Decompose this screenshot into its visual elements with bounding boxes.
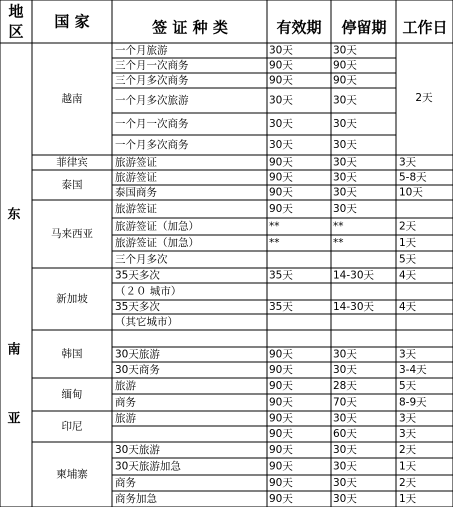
stay-cell: 28天 bbox=[333, 380, 357, 392]
validity-cell: 90天 bbox=[269, 156, 293, 169]
visa-type-cell: 商务加急 bbox=[115, 493, 157, 505]
validity-cell: 90天 bbox=[269, 460, 293, 473]
stay-cell: 30天 bbox=[333, 186, 357, 199]
workdays-cell: 5天 bbox=[399, 253, 417, 266]
country-name: 印尼 bbox=[61, 420, 83, 433]
validity-cell: 30天 bbox=[269, 139, 293, 151]
country-name: 菲律宾 bbox=[56, 156, 88, 169]
country-name: 柬埔寨 bbox=[56, 468, 88, 481]
table-texts bbox=[7, 3, 447, 506]
validity-cell: 90天 bbox=[269, 59, 293, 72]
country-name: 越南 bbox=[61, 93, 83, 105]
workdays-cell: 3天 bbox=[399, 348, 417, 361]
country-name: 韩国 bbox=[61, 348, 83, 360]
workdays-cell: 2天 bbox=[399, 444, 417, 456]
header-region-top: 地 bbox=[8, 2, 24, 21]
stay-cell: 30天 bbox=[333, 412, 357, 425]
workdays-cell: 1天 bbox=[399, 493, 417, 505]
stay-cell: 30天 bbox=[333, 156, 357, 169]
country-name: 泰国 bbox=[61, 179, 83, 191]
visa-type-cell: 30天旅游 bbox=[115, 348, 160, 361]
workdays-cell: 1天 bbox=[399, 460, 417, 473]
region-char: 亚 bbox=[7, 411, 21, 427]
header-workdays: 工作日 bbox=[402, 18, 448, 37]
visa-type-cell: 旅游 bbox=[115, 380, 136, 392]
validity-cell: 90天 bbox=[269, 444, 293, 456]
validity-cell: 30天 bbox=[269, 118, 293, 130]
validity-cell: 90天 bbox=[269, 186, 293, 199]
stay-cell: 14-30天 bbox=[333, 301, 375, 313]
validity-cell: 90天 bbox=[269, 380, 293, 392]
stay-cell: 30天 bbox=[333, 139, 357, 151]
workdays-cell: 4天 bbox=[399, 301, 417, 313]
visa-type-cell: 旅游签证 bbox=[115, 203, 157, 215]
stay-cell: 30天 bbox=[333, 203, 357, 215]
validity-cell: 30天 bbox=[269, 44, 293, 57]
workdays-cell: 10天 bbox=[399, 186, 423, 199]
visa-type-cell: 三个月多次 bbox=[115, 253, 168, 266]
visa-type-cell: （其它城市） bbox=[115, 316, 178, 328]
workdays-cell: 2天 bbox=[399, 220, 417, 233]
region-char: 南 bbox=[7, 342, 21, 358]
workdays-cell: 1天 bbox=[399, 237, 417, 249]
stay-cell: 30天 bbox=[333, 444, 357, 456]
validity-cell: 90天 bbox=[269, 477, 293, 489]
stay-cell: 30天 bbox=[333, 44, 357, 57]
validity-cell: ** bbox=[269, 220, 280, 233]
validity-cell: 90天 bbox=[269, 348, 293, 361]
visa-type-cell: 旅游签证（加急） bbox=[115, 237, 199, 249]
visa-type-cell: 商务 bbox=[115, 477, 136, 489]
validity-cell: ** bbox=[269, 237, 280, 249]
visa-type-cell: 35天多次 bbox=[115, 301, 160, 313]
visa-type-cell: 三个月多次商务 bbox=[115, 74, 189, 87]
visa-type-cell: 商务 bbox=[115, 396, 136, 409]
workdays-cell: 2天 bbox=[399, 477, 417, 489]
header-stay: 停留期 bbox=[341, 18, 387, 37]
header-visa-type: 签 证 种 类 bbox=[152, 18, 228, 37]
header-validity: 有效期 bbox=[276, 18, 322, 37]
validity-cell: 90天 bbox=[269, 171, 293, 184]
visa-type-cell: 35天多次 bbox=[115, 269, 160, 282]
workdays-cell: 3-4天 bbox=[399, 364, 427, 376]
visa-type-cell: 一个月旅游 bbox=[115, 44, 168, 57]
validity-cell: 30天 bbox=[269, 94, 293, 107]
validity-cell: 35天 bbox=[269, 269, 293, 282]
workdays-cell: 5-8天 bbox=[399, 171, 427, 184]
visa-type-cell: 一个月一次商务 bbox=[115, 118, 189, 130]
country-name: 缅甸 bbox=[61, 388, 83, 401]
workdays-cell: 5天 bbox=[399, 380, 417, 392]
workdays-cell: 8-9天 bbox=[399, 396, 427, 409]
stay-cell: 30天 bbox=[333, 94, 357, 107]
stay-cell: ** bbox=[333, 237, 344, 249]
validity-cell: 90天 bbox=[269, 364, 293, 376]
stay-cell: 30天 bbox=[333, 477, 357, 489]
visa-type-cell: 30天商务 bbox=[115, 364, 160, 376]
vietnam-workdays-cell: 2天 bbox=[415, 92, 433, 104]
validity-cell: 90天 bbox=[269, 412, 293, 425]
country-name: 新加坡 bbox=[56, 293, 88, 305]
stay-cell: 30天 bbox=[333, 348, 357, 361]
stay-cell: 60天 bbox=[333, 428, 357, 440]
header-region-bottom: 区 bbox=[8, 22, 24, 41]
stay-cell: 30天 bbox=[333, 118, 357, 130]
stay-cell: 14-30天 bbox=[333, 269, 375, 282]
workdays-cell: 3天 bbox=[399, 412, 417, 425]
validity-cell: 90天 bbox=[269, 203, 293, 215]
visa-type-cell: 泰国商务 bbox=[115, 186, 157, 199]
visa-type-cell: 三个月一次商务 bbox=[115, 59, 189, 72]
visa-type-cell: 旅游签证（加急） bbox=[115, 220, 199, 233]
stay-cell: 30天 bbox=[333, 171, 357, 184]
visa-type-cell: 旅游签证 bbox=[115, 156, 157, 169]
region-char: 东 bbox=[7, 207, 21, 223]
workdays-cell: 3天 bbox=[399, 428, 417, 440]
workdays-cell: 4天 bbox=[399, 269, 417, 282]
visa-type-cell: 30天旅游加急 bbox=[115, 460, 181, 473]
validity-cell: 90天 bbox=[269, 493, 293, 505]
stay-cell: 70天 bbox=[333, 396, 357, 409]
validity-cell: 90天 bbox=[269, 396, 293, 409]
visa-type-cell: 30天旅游 bbox=[115, 444, 160, 456]
visa-type-cell: 旅游签证 bbox=[115, 171, 157, 184]
stay-cell: 30天 bbox=[333, 493, 357, 505]
stay-cell: 30天 bbox=[333, 460, 357, 473]
visa-type-cell: 一个月多次旅游 bbox=[115, 94, 189, 107]
stay-cell: ** bbox=[333, 220, 344, 233]
workdays-cell: 3天 bbox=[399, 156, 417, 169]
validity-cell: 90天 bbox=[269, 428, 293, 440]
stay-cell: 90天 bbox=[333, 59, 357, 72]
country-name: 马来西亚 bbox=[51, 228, 93, 240]
visa-type-cell: 旅游 bbox=[115, 412, 136, 425]
stay-cell: 30天 bbox=[333, 364, 357, 376]
stay-cell: 90天 bbox=[333, 74, 357, 87]
validity-cell: 90天 bbox=[269, 74, 293, 87]
visa-type-cell: 一个月多次商务 bbox=[115, 139, 189, 151]
validity-cell: 35天 bbox=[269, 301, 293, 313]
visa-type-cell: （２０ 城市） bbox=[115, 285, 182, 298]
header-country: 国 家 bbox=[54, 12, 90, 31]
